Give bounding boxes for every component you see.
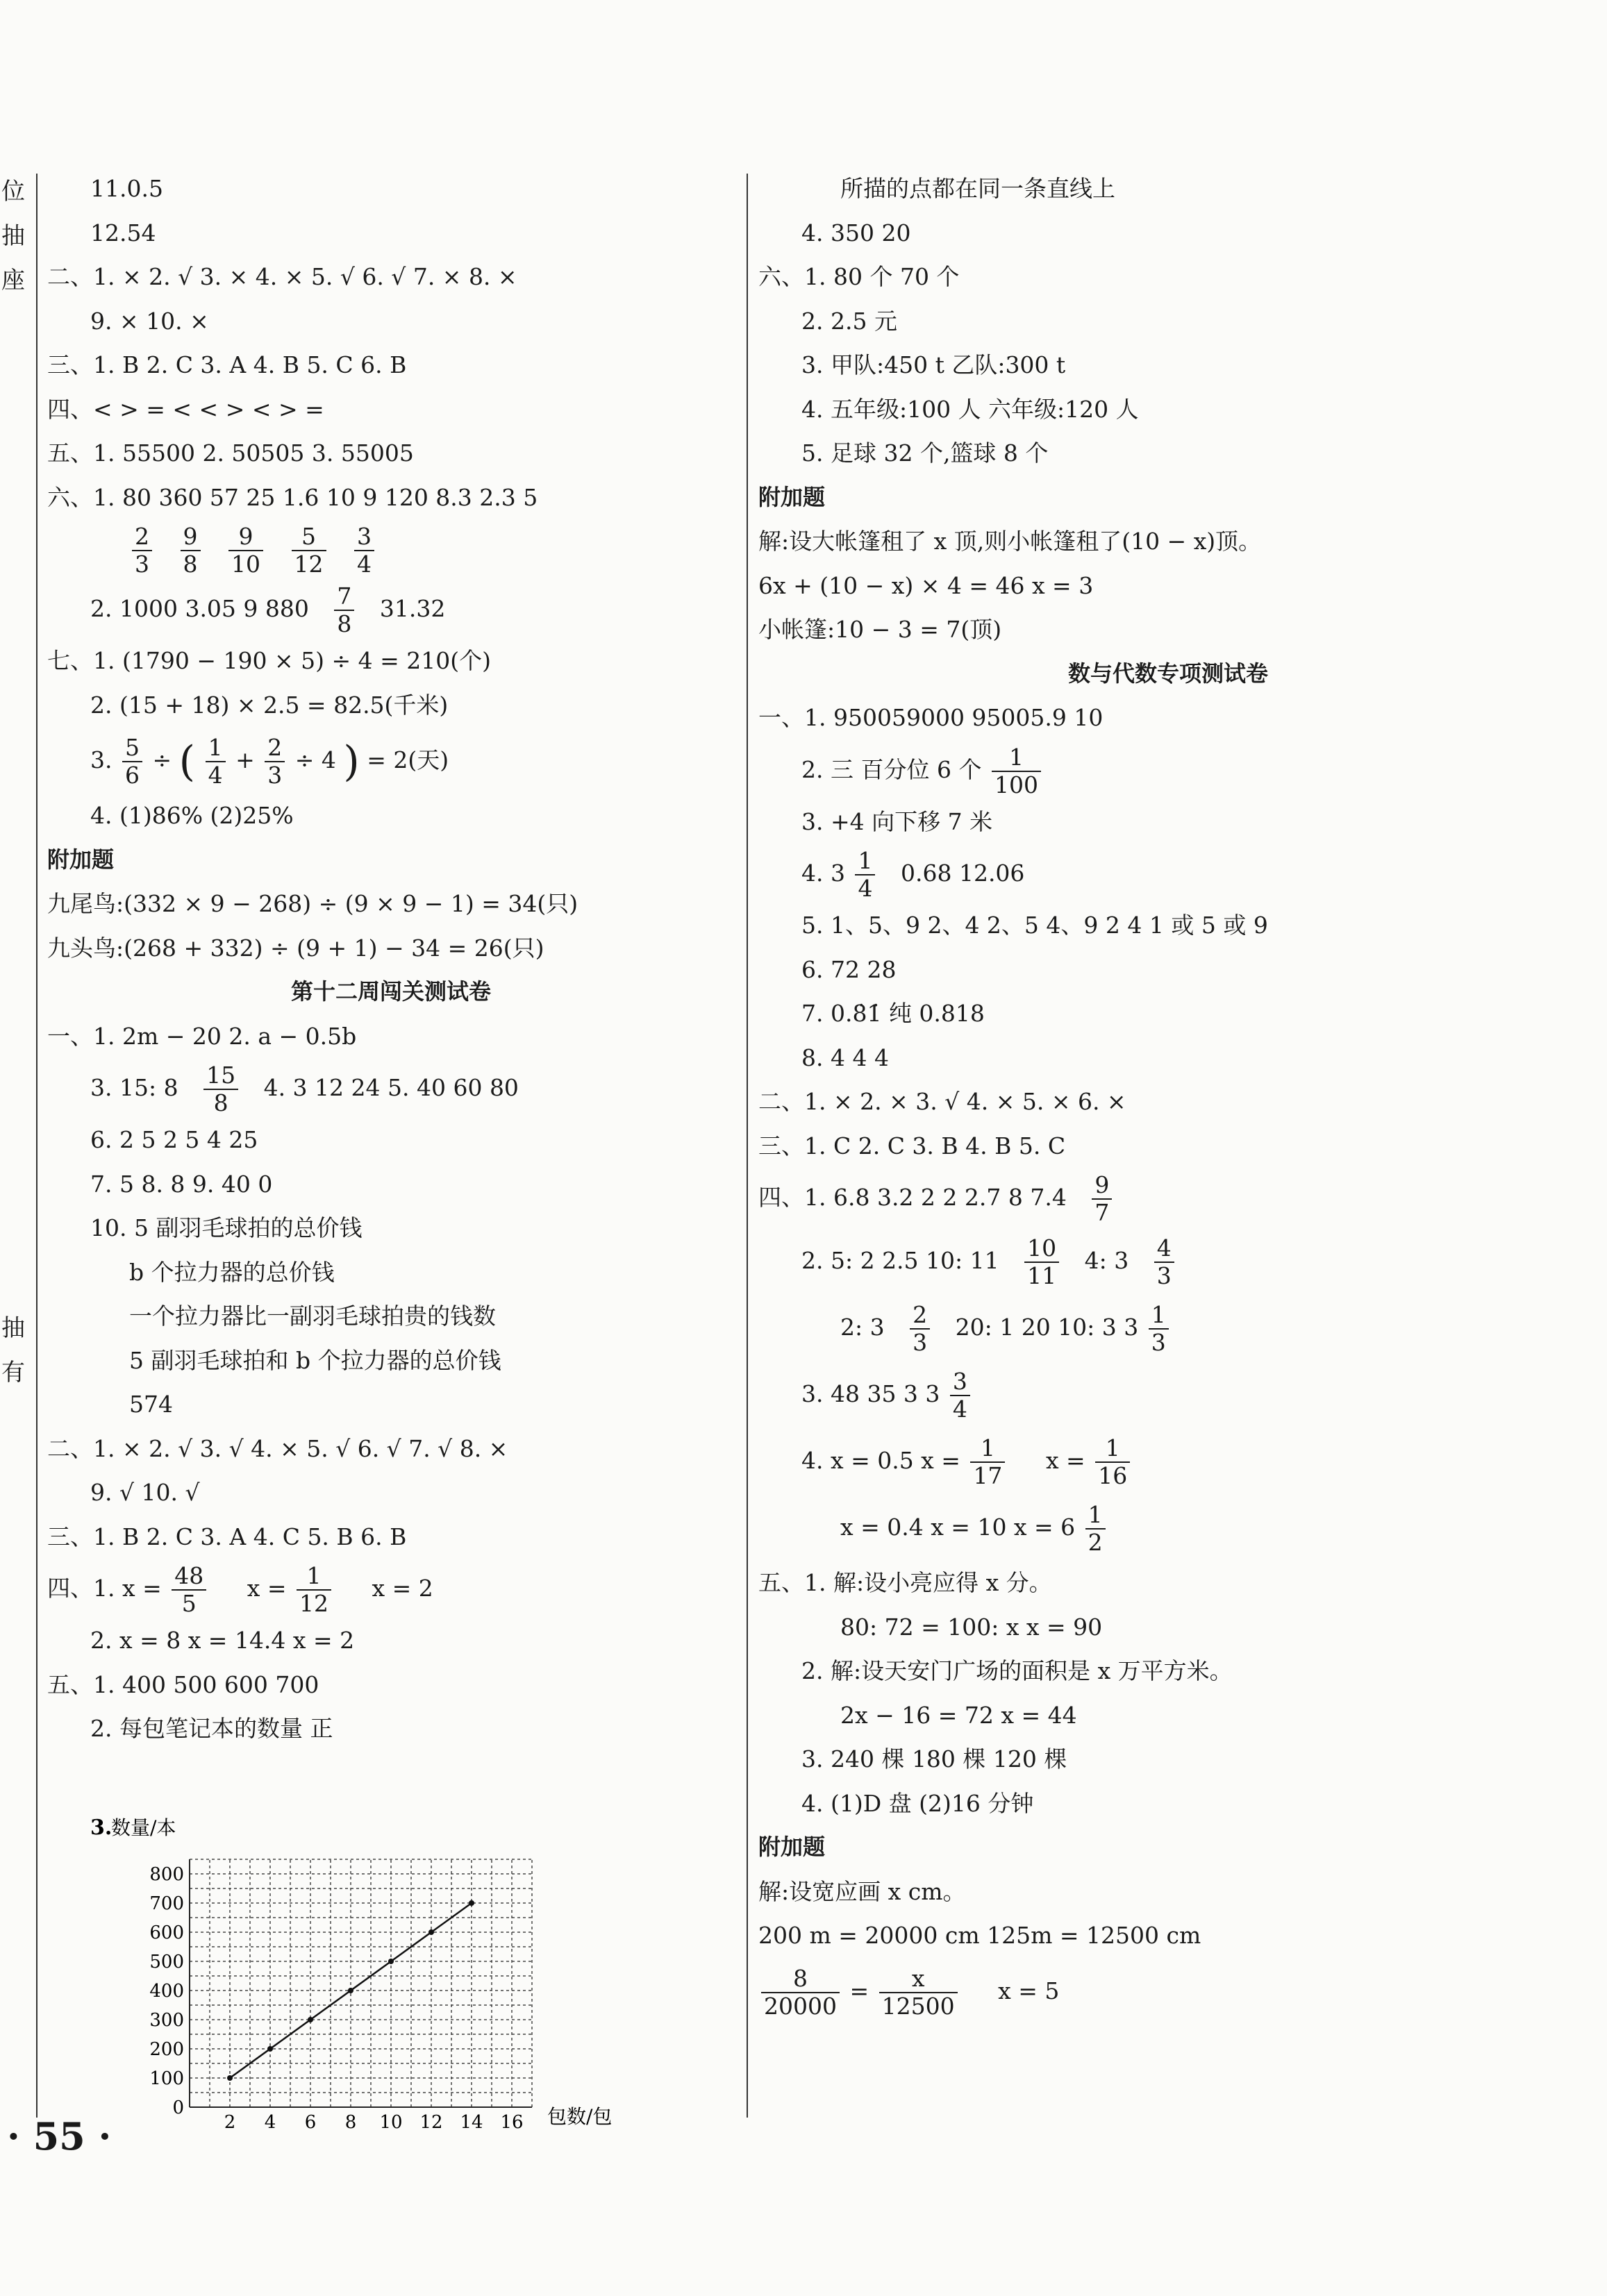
- margin-fragment: 有: [1, 1359, 25, 1386]
- x-tick-label: 10: [379, 2112, 403, 2131]
- left-margin-rule: [36, 174, 38, 2118]
- x-tick-label: 14: [460, 2112, 483, 2131]
- y-axis-label: 数量/本: [111, 1816, 176, 1839]
- answer-line: 2x − 16 = 72 x = 44: [840, 1701, 1077, 1729]
- answer-line: 3. $\frac{5}{6}$ ÷ ( $\frac{1}{4}$ + $\frac{2}{3}$ ÷ 4 ) = 2(天): [90, 734, 449, 789]
- answer-line: 3. 甲队:450 t 乙队:300 t: [801, 351, 1066, 378]
- answer-line: 5 副羽毛球拍和 b 个拉力器的总价钱: [129, 1346, 501, 1374]
- answer-line: 2. 解:设天安门广场的面积是 x 万平方米。: [801, 1657, 1233, 1684]
- right-paren: ): [343, 737, 360, 786]
- answer-line: 6. 2 5 2 5 4 25: [90, 1126, 258, 1153]
- y-tick-label: 500: [149, 1952, 184, 1972]
- fraction: $\frac{3}{4}$: [354, 523, 374, 578]
- answer-line: 四、1. x = $\frac{48}{5}$ x = $\frac{1}{12}$ x = 2: [47, 1562, 433, 1617]
- answer-line: 10. 5 副羽毛球拍的总价钱: [90, 1214, 363, 1241]
- answer-line: 一个拉力器比一副羽毛球拍贵的钱数: [129, 1302, 496, 1330]
- x-tick-label: 2: [224, 2112, 236, 2131]
- answer-line: 五、1. 55500 2. 50505 3. 55005: [47, 439, 414, 467]
- left-paren: (: [178, 737, 196, 786]
- answer-line: 小帐篷:10 − 3 = 7(顶): [758, 616, 1002, 643]
- answer-line: 九尾鸟:(332 × 9 − 268) ÷ (9 × 9 − 1) = 34(只): [47, 890, 578, 917]
- fraction: $\frac{9}{7}$: [1092, 1172, 1112, 1226]
- margin-fragment: 抽: [1, 222, 25, 250]
- fraction: $\frac{5}{12}$: [292, 523, 326, 578]
- answer-line: $\frac{8}{20000}$ = $\frac{x}{12500}$ x = 5: [758, 1958, 1578, 2025]
- fraction: $\frac{9}{10}$: [228, 523, 263, 578]
- answer-line: 5. 足球 32 个,篮球 8 个: [801, 439, 1049, 467]
- answer-line: 三、1. B 2. C 3. A 4. C 5. B 6. B: [47, 1523, 407, 1550]
- fraction: $\frac{3}{4}$: [950, 1368, 970, 1423]
- answer-line: 五、1. 解:设小亮应得 x 分。: [758, 1569, 1052, 1596]
- answer-line: 4. 3 $\frac{1}{4}$ 0.68 12.06: [801, 847, 1025, 902]
- fraction: $\frac{1}{4}$: [855, 848, 875, 902]
- fraction: $\frac{2}{3}$: [910, 1302, 930, 1356]
- answer-line: 12.54: [90, 219, 156, 246]
- margin-fragment: 位: [1, 178, 25, 206]
- answer-line: 4. 350 20: [801, 219, 911, 246]
- answer-line: 9. × 10. ×: [90, 307, 209, 335]
- answer-line: 三、1. B 2. C 3. A 4. B 5. C 6. B: [47, 351, 407, 378]
- answer-line: 4. (1)86% (2)25%: [90, 802, 294, 829]
- answer-line: 三、1. C 2. C 3. B 4. B 5. C: [758, 1132, 1066, 1159]
- y-tick-label: 300: [149, 2010, 184, 2031]
- answer-line: 七、1. (1790 − 190 × 5) ÷ 4 = 210(个): [47, 647, 491, 674]
- y-tick-label: 400: [149, 1981, 184, 2002]
- fraction: $\frac{1}{17}$: [970, 1435, 1005, 1489]
- data-point: [227, 2075, 233, 2081]
- fraction: $\frac{4}{3}$: [1154, 1235, 1174, 1289]
- x-tick-label: 6: [304, 2112, 317, 2131]
- data-point: [469, 1900, 474, 1906]
- answer-line: 所描的点都在同一条直线上: [840, 175, 1115, 202]
- section-heading: 附加题: [47, 846, 115, 873]
- answer-line: 8. 4 4 4: [801, 1044, 889, 1071]
- answer-line: 6x + (10 − x) × 4 = 46 x = 3: [758, 571, 1094, 599]
- test-title: 第十二周闯关测试卷: [290, 978, 491, 1005]
- y-tick-label: 0: [172, 2097, 184, 2118]
- x-axis-label: 包数/包: [547, 2105, 613, 2128]
- fraction: $\frac{15}{8}$: [203, 1062, 238, 1116]
- fraction: $\frac{x}{12500}$: [879, 1966, 958, 2020]
- y-tick-label: 700: [149, 1893, 184, 1914]
- answer-line: 2. (15 + 18) × 2.5 = 82.5(千米): [90, 691, 449, 719]
- answer-line: 2. 1000 3.05 9 880 $\frac{7}{8}$ 31.32: [90, 583, 446, 637]
- answer-line: 二、1. × 2. × 3. √ 4. × 5. × 6. ×: [758, 1088, 1126, 1115]
- x-tick-label: 16: [500, 2112, 524, 2131]
- answer-line: 解:设大帐篷租了 x 顶,则小帐篷租了(10 − x)顶。: [758, 528, 1262, 555]
- answer-line: 一、1. 950059000 95005.9 10: [758, 704, 1104, 731]
- x-tick-label: 4: [264, 2112, 276, 2131]
- y-tick-label: 200: [149, 2039, 184, 2060]
- answer-line: 4. x = 0.5 x = $\frac{1}{17}$ x = $\frac{1}{16}$: [758, 1427, 1578, 1494]
- fraction: $\frac{7}{8}$: [334, 583, 354, 637]
- fraction: $\frac{1}{16}$: [1095, 1435, 1130, 1489]
- answer-line: 3. 240 棵 180 棵 120 棵: [801, 1745, 1067, 1773]
- fraction: $\frac{5}{6}$: [122, 735, 142, 789]
- answer-line: 3. 15: 8 $\frac{15}{8}$ 4. 3 12 24 5. 40 60 80: [90, 1062, 519, 1116]
- margin-fragment: 抽: [1, 1314, 25, 1342]
- fraction: $\frac{2}{3}$: [132, 523, 152, 578]
- data-point: [388, 1959, 394, 1964]
- answer-line: 五、1. 400 500 600 700: [47, 1670, 319, 1698]
- fraction: $\frac{48}{5}$: [172, 1563, 206, 1617]
- fraction: $\frac{2}{3}$: [265, 735, 285, 789]
- answer-line: 4. (1)D 盘 (2)16 分钟: [801, 1789, 1034, 1817]
- answer-line: 六、1. 80 360 57 25 1.6 10 9 120 8.3 2.3 5: [47, 483, 538, 511]
- answer-line: 3. +4 向下移 7 米: [801, 807, 993, 835]
- answer-line: 二、1. × 2. √ 3. √ 4. × 5. √ 6. √ 7. √ 8. ×: [47, 1434, 508, 1462]
- answer-line: 一、1. 2m − 20 2. a − 0.5b: [47, 1022, 357, 1050]
- answer-line: 6. 72 28: [801, 955, 897, 983]
- answer-line: 2. x = 8 x = 14.4 x = 2: [90, 1627, 355, 1654]
- fraction: $\frac{8}{20000}$: [761, 1966, 840, 2020]
- answer-line: 7. 0.8̇1̇ 纯 0.818: [801, 1000, 985, 1027]
- y-tick-label: 100: [149, 2068, 184, 2089]
- answer-line: 2. 每包笔记本的数量 正: [90, 1715, 333, 1742]
- data-point: [308, 2017, 313, 2022]
- fraction: $\frac{1}{100}$: [992, 744, 1041, 798]
- chart-item-number: 3.: [90, 1816, 113, 1840]
- answer-line: 四、1. 6.8 3.2 2 2 2.7 8 7.4 $\frac{9}{7}$: [758, 1168, 1578, 1227]
- column-divider: [747, 174, 748, 2118]
- line-chart: [47, 1812, 672, 2131]
- answer-line: 11.0.5: [90, 175, 163, 202]
- answer-line: 4. 五年级:100 人 六年级:120 人: [801, 395, 1139, 423]
- answer-line: 2: 3 $\frac{2}{3}$ 20: 1 20 10: 3 3 $\frac{1}{3}$: [758, 1294, 1578, 1361]
- right-column: [758, 167, 1578, 2025]
- fraction: $\frac{1}{3}$: [1149, 1302, 1169, 1356]
- answer-line: 解:设宽应画 x cm。: [758, 1877, 966, 1905]
- answer-line: 二、1. × 2. √ 3. × 4. × 5. √ 6. √ 7. × 8. ×: [47, 263, 517, 290]
- section-heading: 附加题: [758, 1834, 826, 1860]
- answer-line: 9. √ 10. √: [90, 1479, 200, 1506]
- answer-line: b 个拉力器的总价钱: [129, 1258, 335, 1286]
- answer-line: 7. 5 8. 8 9. 40 0: [90, 1170, 273, 1198]
- chart-ticks: [149, 1864, 523, 2131]
- test-title: 数与代数专项测试卷: [1067, 660, 1268, 687]
- x-tick-label: 8: [344, 2112, 357, 2131]
- fraction: $\frac{10}{11}$: [1024, 1235, 1059, 1289]
- data-point: [428, 1929, 434, 1935]
- answer-line: 574: [129, 1391, 173, 1418]
- answer-line: 200 m = 20000 cm 125m = 12500 cm: [758, 1922, 1201, 1949]
- answer-line: 2. 5: 2 2.5 10: 11 $\frac{10}{11}$ 4: 3 $\frac{4}{3}$: [758, 1227, 1578, 1294]
- y-tick-label: 800: [149, 1864, 184, 1885]
- x-tick-label: 12: [419, 2112, 443, 2131]
- answer-line: x = 0.4 x = 10 x = 6 $\frac{1}{2}$: [758, 1494, 1578, 1561]
- answer-line: 3. 48 35 3 3 $\frac{3}{4}$: [758, 1361, 1578, 1427]
- fraction: $\frac{1}{4}$: [206, 735, 226, 789]
- answer-line: 5. 1、5、9 2、4 2、5 4、9 2 4 1 或 5 或 9: [801, 912, 1268, 939]
- fraction: $\frac{1}{12}$: [297, 1563, 331, 1617]
- fraction: $\frac{9}{8}$: [181, 523, 201, 578]
- fraction: $\frac{1}{2}$: [1085, 1502, 1106, 1556]
- margin-fragment: 座: [1, 267, 25, 294]
- answer-line: 九头鸟:(268 + 332) ÷ (9 + 1) − 34 = 26(只): [47, 934, 544, 962]
- fraction-row: [47, 519, 735, 579]
- answer-line: 四、< > = < < > < > =: [47, 395, 324, 423]
- data-point: [348, 1988, 353, 1993]
- answer-line: 2. 三 百分位 6 个 $\frac{1}{100}$: [758, 740, 1578, 800]
- answer-line: 六、1. 80 个 70 个: [758, 263, 960, 290]
- page-number: · 55 ·: [7, 2114, 112, 2159]
- section-heading: 附加题: [758, 483, 826, 510]
- answer-line: 80: 72 = 100: x x = 90: [840, 1613, 1103, 1641]
- y-tick-label: 600: [149, 1922, 184, 1943]
- data-point: [267, 2046, 273, 2052]
- left-column: [47, 167, 735, 1751]
- answer-line: 2. 2.5 元: [801, 307, 897, 335]
